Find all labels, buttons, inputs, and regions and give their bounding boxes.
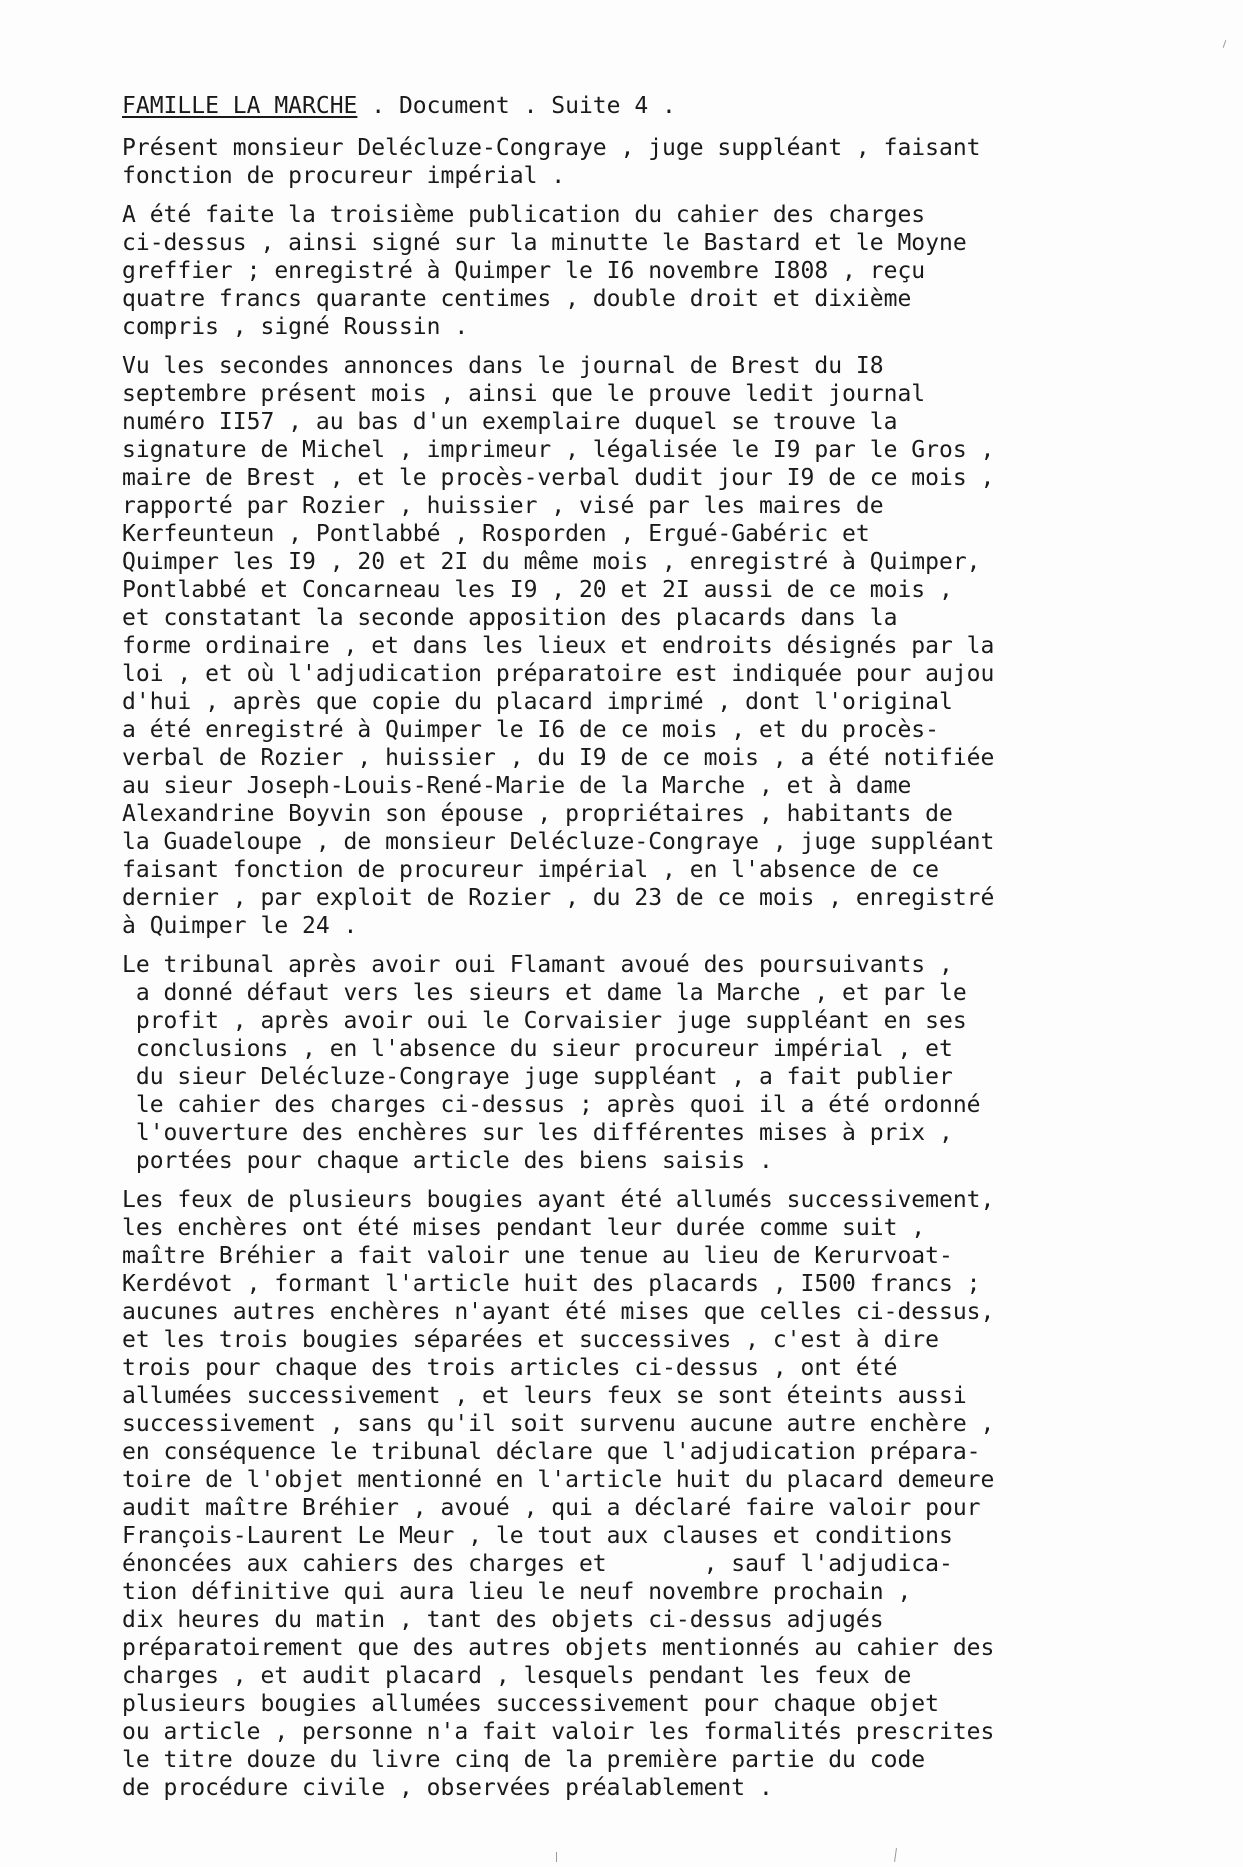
text-line: charges , et audit placard , lesquels pendant les feux de bbox=[122, 1663, 912, 1689]
scan-mark bbox=[894, 1848, 897, 1862]
text-line: maire de Brest , et le procès-verbal dudit jour I9 de ce mois , bbox=[122, 465, 995, 491]
text-line: Quimper les I9 , 20 et 2I du même mois , enregistré à Quimper, bbox=[122, 549, 981, 575]
document-body bbox=[122, 134, 1202, 1802]
text-line: ou article , personne n'a fait valoir les formalités prescrites bbox=[122, 1719, 995, 1745]
text-line: la Guadeloupe , de monsieur Delécluze-Congraye , juge suppléant bbox=[122, 829, 995, 855]
text-line: greffier ; enregistré à Quimper le I6 novembre I808 , reçu bbox=[122, 258, 926, 284]
paragraph bbox=[122, 134, 1202, 190]
paragraph bbox=[122, 201, 1202, 341]
text-line: trois pour chaque des trois articles ci-dessus , ont été bbox=[122, 1355, 898, 1381]
paragraph bbox=[122, 1186, 1202, 1802]
text-line: d'hui , après que copie du placard imprimé , dont l'original bbox=[122, 689, 953, 715]
text-line: Alexandrine Boyvin son épouse , propriétaires , habitants de bbox=[122, 801, 953, 827]
text-line: conclusions , en l'absence du sieur procureur impérial , et bbox=[122, 1036, 953, 1062]
scan-mark bbox=[1223, 40, 1227, 48]
text-line: l'ouverture des enchères sur les différentes mises à prix , bbox=[122, 1120, 953, 1146]
text-line: fonction de procureur impérial . bbox=[122, 163, 566, 189]
text-line: Pontlabbé et Concarneau les I9 , 20 et 2I aussi de ce mois , bbox=[122, 577, 953, 603]
text-line: Kerdévot , formant l'article huit des placards , I500 francs ; bbox=[122, 1271, 981, 1297]
text-line: toire de l'objet mentionné en l'article huit du placard demeure bbox=[122, 1467, 995, 1493]
text-line: aucunes autres enchères n'ayant été mises que celles ci-dessus, bbox=[122, 1299, 995, 1325]
typed-text bbox=[122, 92, 1202, 1813]
text-line: rapporté par Rozier , huissier , visé par les maires de bbox=[122, 493, 884, 519]
text-line: forme ordinaire , et dans les lieux et endroits désignés par la bbox=[122, 633, 995, 659]
text-line: en conséquence le tribunal déclare que l'adjudication prépara- bbox=[122, 1439, 981, 1465]
paragraph bbox=[122, 352, 1202, 940]
text-line: compris , signé Roussin . bbox=[122, 314, 469, 340]
text-line: Présent monsieur Delécluze-Congraye , juge suppléant , faisant bbox=[122, 135, 981, 161]
text-line: successivement , sans qu'il soit survenu aucune autre enchère , bbox=[122, 1411, 995, 1437]
text-line: verbal de Rozier , huissier , du I9 de ce mois , a été notifiée bbox=[122, 745, 995, 771]
text-line: loi , et où l'adjudication préparatoire est indiquée pour aujou bbox=[122, 661, 995, 687]
text-line: Vu les secondes annonces dans le journal de Brest du I8 bbox=[122, 353, 884, 379]
text-line: et constatant la seconde apposition des placards dans la bbox=[122, 605, 898, 631]
text-line: le titre douze du livre cinq de la première partie du code bbox=[122, 1747, 926, 1773]
text-line: du sieur Delécluze-Congraye juge suppléant , a fait publier bbox=[122, 1064, 953, 1090]
text-line: audit maître Bréhier , avoué , qui a déclaré faire valoir pour bbox=[122, 1495, 981, 1521]
text-line: tion définitive qui aura lieu le neuf novembre prochain , bbox=[122, 1579, 912, 1605]
text-line: signature de Michel , imprimeur , légalisée le I9 par le Gros , bbox=[122, 437, 995, 463]
text-line: ci-dessus , ainsi signé sur la minutte le Bastard et le Moyne bbox=[122, 230, 967, 256]
text-line: quatre francs quarante centimes , double droit et dixième bbox=[122, 286, 912, 312]
text-line: profit , après avoir oui le Corvaisier juge suppléant en ses bbox=[122, 1008, 967, 1034]
text-line: dix heures du matin , tant des objets ci-dessus adjugés bbox=[122, 1607, 884, 1633]
scan-mark bbox=[556, 1852, 557, 1862]
text-line: plusieurs bougies allumées successivement pour chaque objet bbox=[122, 1691, 939, 1717]
header-subtitle: . Document . Suite 4 . bbox=[357, 93, 676, 119]
text-line: numéro II57 , au bas d'un exemplaire duquel se trouve la bbox=[122, 409, 898, 435]
text-line: portées pour chaque article des biens saisis . bbox=[122, 1148, 773, 1174]
text-line: faisant fonction de procureur impérial , en l'absence de ce bbox=[122, 857, 939, 883]
text-line: de procédure civile , observées préalablement . bbox=[122, 1775, 773, 1801]
text-line: A été faite la troisième publication du cahier des charges bbox=[122, 202, 926, 228]
text-line: énoncées aux cahiers des charges et , sauf l'adjudica- bbox=[122, 1551, 953, 1577]
text-line: à Quimper le 24 . bbox=[122, 913, 358, 939]
text-line: allumées successivement , et leurs feux se sont éteints aussi bbox=[122, 1383, 967, 1409]
document-header bbox=[122, 92, 1202, 120]
text-line: le cahier des charges ci-dessus ; après quoi il a été ordonné bbox=[122, 1092, 981, 1118]
text-line: maître Bréhier a fait valoir une tenue au lieu de Kerurvoat- bbox=[122, 1243, 953, 1269]
text-line: a été enregistré à Quimper le I6 de ce mois , et du procès- bbox=[122, 717, 939, 743]
family-title: FAMILLE LA MARCHE bbox=[122, 93, 358, 119]
text-line: au sieur Joseph-Louis-René-Marie de la Marche , et à dame bbox=[122, 773, 912, 799]
text-line: a donné défaut vers les sieurs et dame la Marche , et par le bbox=[122, 980, 967, 1006]
text-line: septembre présent mois , ainsi que le prouve ledit journal bbox=[122, 381, 926, 407]
text-line: préparatoirement que des autres objets mentionnés au cahier des bbox=[122, 1635, 995, 1661]
text-line: Le tribunal après avoir oui Flamant avoué des poursuivants , bbox=[122, 952, 953, 978]
paragraph bbox=[122, 951, 1202, 1175]
text-line: François-Laurent Le Meur , le tout aux clauses et conditions bbox=[122, 1523, 953, 1549]
text-line: Kerfeunteun , Pontlabbé , Rosporden , Ergué-Gabéric et bbox=[122, 521, 870, 547]
text-line: Les feux de plusieurs bougies ayant été allumés successivement, bbox=[122, 1187, 995, 1213]
text-line: et les trois bougies séparées et successives , c'est à dire bbox=[122, 1327, 939, 1353]
text-line: les enchères ont été mises pendant leur durée comme suit , bbox=[122, 1215, 926, 1241]
text-line: dernier , par exploit de Rozier , du 23 de ce mois , enregistré bbox=[122, 885, 995, 911]
